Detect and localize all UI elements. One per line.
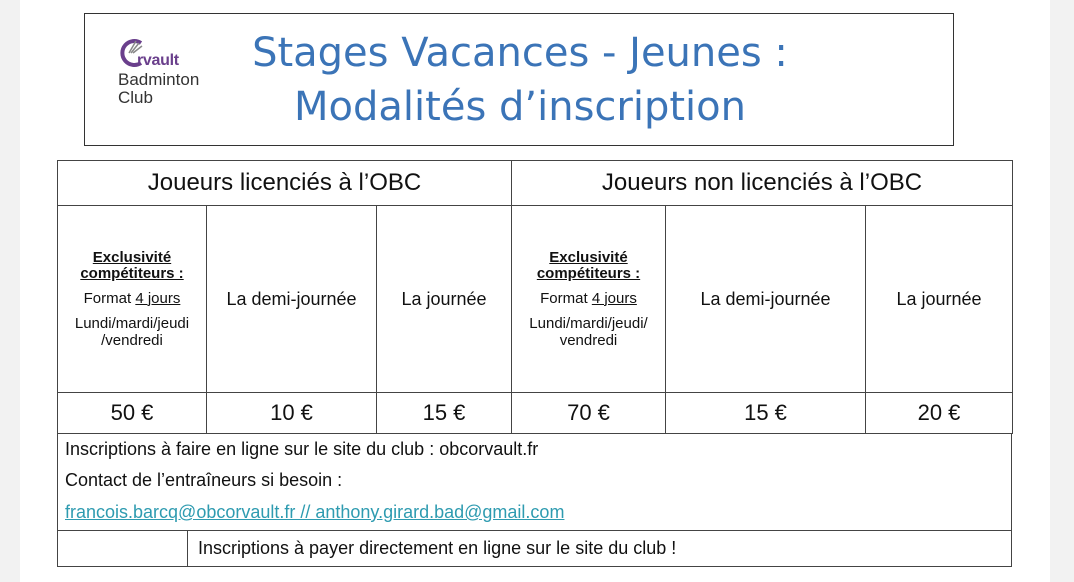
logo-line-badminton: Badminton bbox=[118, 70, 200, 89]
format-prefix: Format bbox=[83, 289, 132, 307]
option-competitors-non-licensed bbox=[512, 206, 666, 393]
footer-divider bbox=[187, 531, 188, 566]
price-cell: 20 € bbox=[866, 393, 1013, 434]
group-header-licensed: Joueurs licenciés à l’OBC bbox=[58, 161, 512, 206]
contact-emails-link[interactable]: francois.barcq@obcorvault.fr // anthony.girard.bad@gmail.com bbox=[65, 502, 565, 522]
option-competitors-licensed bbox=[58, 206, 207, 393]
option-full-day-non-licensed: La journée bbox=[866, 206, 1013, 393]
competitors-title-line-1: Exclusivité bbox=[92, 248, 172, 266]
price-cell: 50 € bbox=[58, 393, 207, 434]
logo-line-club: Club bbox=[118, 88, 153, 107]
title-line-2: Modalités d’inscription bbox=[294, 84, 746, 130]
format-prefix: Format bbox=[540, 289, 588, 307]
days-line-2: vendredi bbox=[559, 331, 618, 349]
days-text bbox=[512, 315, 665, 349]
days-line-1: Lundi/mardi/jeudi bbox=[74, 314, 190, 332]
price-cell: 10 € bbox=[207, 393, 377, 434]
format-days: 4 jours bbox=[591, 289, 637, 307]
pricing-table bbox=[57, 160, 1013, 434]
price-cell: 15 € bbox=[666, 393, 866, 434]
days-line-2: /vendredi bbox=[101, 331, 163, 349]
info-section bbox=[57, 433, 1012, 530]
competitors-title-line-2: compétiteurs : bbox=[536, 264, 641, 282]
competitors-title-line-2: compétiteurs : bbox=[80, 264, 184, 282]
price-cell: 15 € bbox=[377, 393, 512, 434]
price-cell: 70 € bbox=[512, 393, 666, 434]
days-text bbox=[58, 315, 206, 349]
online-registration-text: Inscriptions à faire en ligne sur le site du club : obcorvault.fr bbox=[65, 439, 539, 459]
title-line-1: Stages Vacances - Jeunes : bbox=[252, 30, 788, 76]
group-header-row bbox=[58, 161, 1013, 206]
options-row bbox=[58, 206, 1013, 393]
competitors-title bbox=[58, 250, 206, 282]
contact-text: Contact de l’entraîneurs si besoin : bbox=[65, 470, 343, 490]
option-half-day-licensed: La demi-journée bbox=[207, 206, 377, 393]
group-header-non-licensed: Joueurs non licenciés à l’OBC bbox=[512, 161, 1013, 206]
logo-brand-text: rvault bbox=[137, 52, 179, 69]
payment-footer bbox=[57, 530, 1012, 567]
option-full-day-licensed: La journée bbox=[377, 206, 512, 393]
format-text bbox=[512, 290, 665, 307]
format-days: 4 jours bbox=[135, 289, 181, 307]
page-title bbox=[225, 26, 815, 134]
competitors-title-line-1: Exclusivité bbox=[549, 248, 628, 266]
club-logo bbox=[117, 37, 227, 107]
payment-text: Inscriptions à payer directement en ligne sur le site du club ! bbox=[198, 538, 677, 558]
competitors-title bbox=[512, 250, 665, 282]
option-half-day-non-licensed: La demi-journée bbox=[666, 206, 866, 393]
days-line-1: Lundi/mardi/jeudi/ bbox=[529, 314, 648, 332]
format-text bbox=[58, 290, 206, 307]
price-row bbox=[58, 393, 1013, 434]
